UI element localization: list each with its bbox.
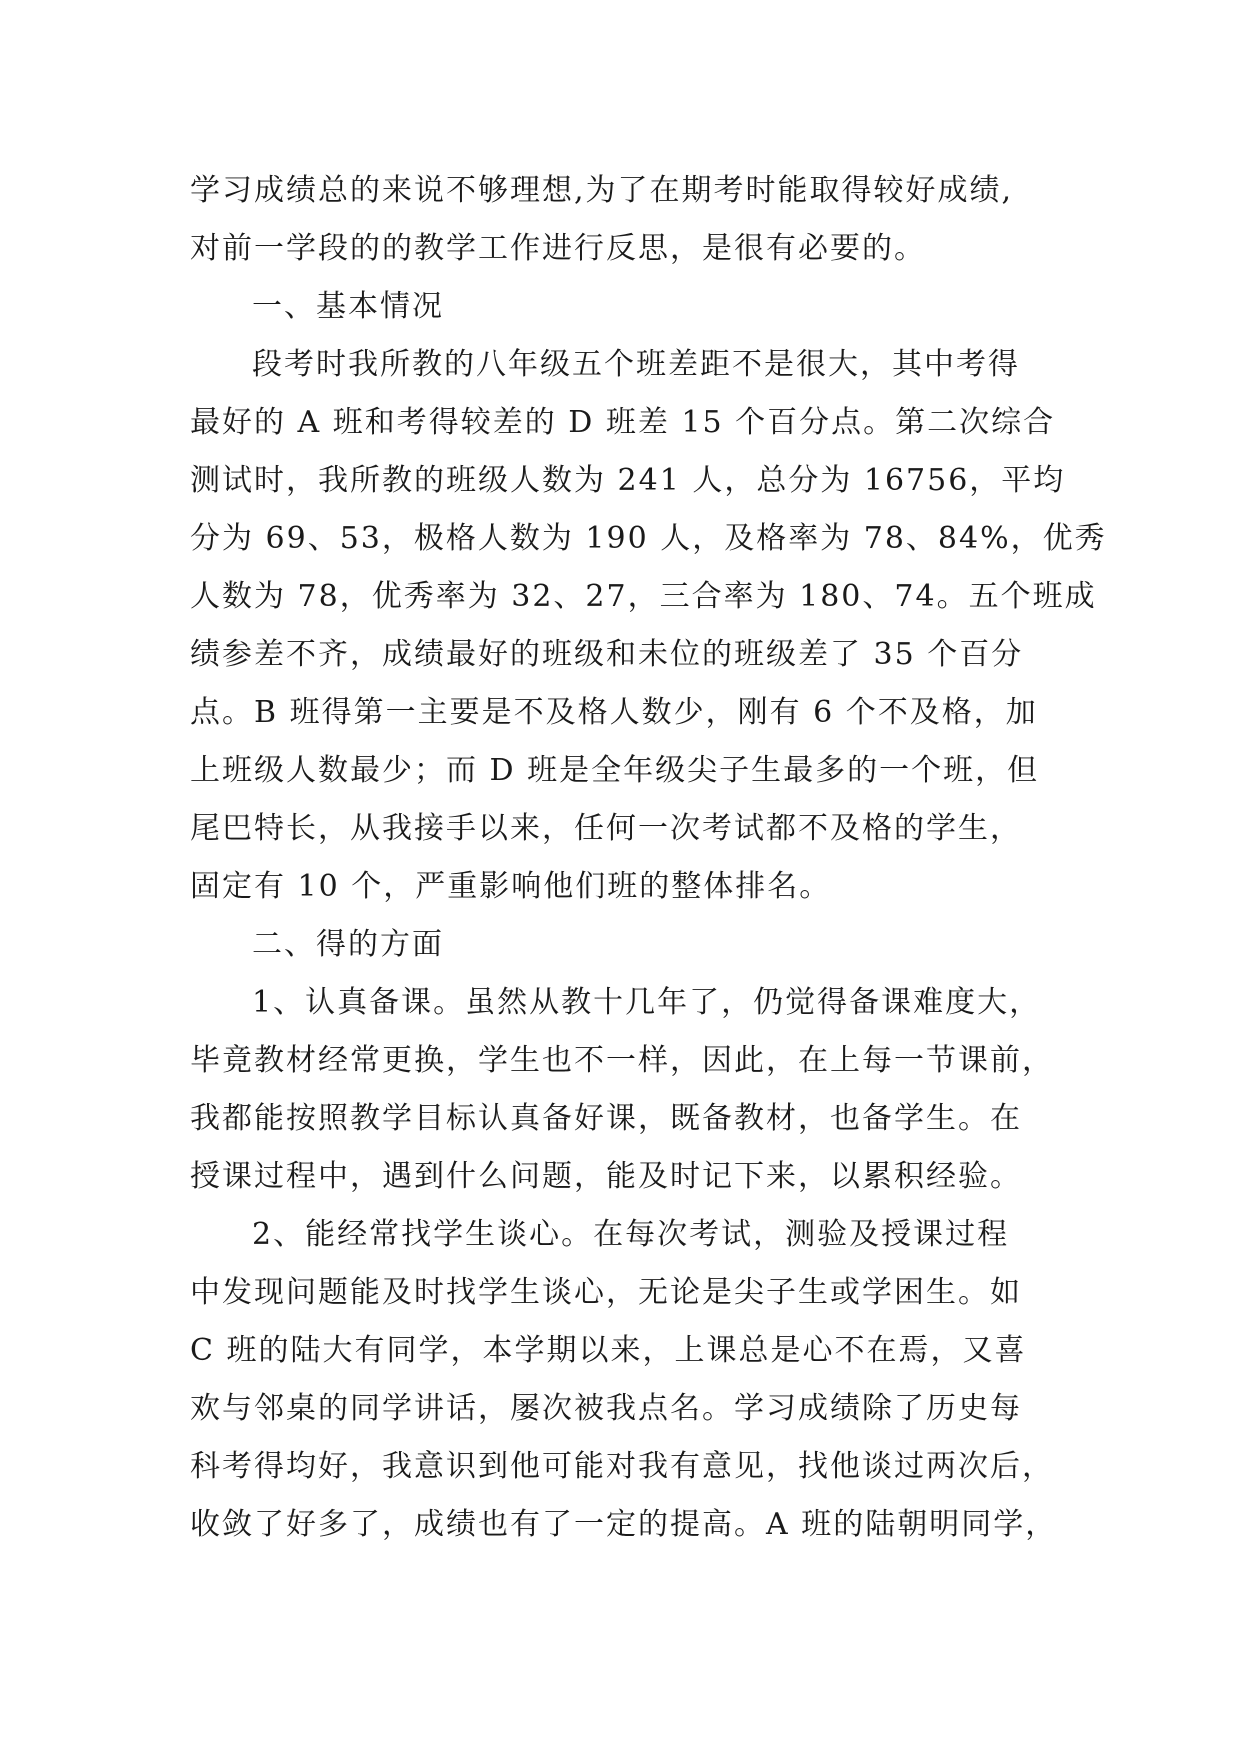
document-body	[190, 162, 1107, 1554]
paragraph-line: 绩参差不齐，成绩最好的班级和未位的班级差了 35 个百分	[190, 637, 1024, 672]
paragraph-line: 授课过程中，遇到什么问题，能及时记下来，以累积经验。	[190, 1159, 1022, 1194]
paragraph-line: 人数为 78，优秀率为 32、27，三合率为 180、74。五个班成	[190, 579, 1097, 614]
paragraph-line-indented: 二、得的方面	[252, 927, 444, 962]
document-page	[190, 162, 1107, 1554]
paragraph-line: 对前一学段的的教学工作进行反思，是很有必要的。	[190, 231, 926, 266]
paragraph-line: 中发现问题能及时找学生谈心，无论是尖子生或学困生。如	[190, 1275, 1022, 1310]
paragraph-line: 尾巴特长，从我接手以来，任何一次考试都不及格的学生，	[190, 811, 1022, 846]
paragraph-line: 最好的 A 班和考得较差的 D 班差 15 个百分点。第二次综合	[190, 405, 1056, 440]
paragraph-line: 学习成绩总的来说不够理想,为了在期考时能取得较好成绩,	[190, 173, 1014, 208]
paragraph-line: 分为 69、53，极格人数为 190 人，及格率为 78、84%，优秀	[190, 521, 1107, 556]
paragraph-line: 点。B 班得第一主要是不及格人数少，刚有 6 个不及格，加	[190, 695, 1038, 730]
paragraph-line: 我都能按照教学目标认真备好课，既备教材，也备学生。在	[190, 1101, 1022, 1136]
paragraph-line: 测试时，我所教的班级人数为 241 人，总分为 16756，平均	[190, 463, 1066, 498]
paragraph-line-indented: 一、基本情况	[252, 289, 444, 324]
paragraph-line: C 班的陆大有同学，本学期以来，上课总是心不在焉，又喜	[190, 1333, 1027, 1368]
paragraph-line: 欢与邻桌的同学讲话，屡次被我点名。学习成绩除了历史每	[190, 1391, 1022, 1426]
paragraph-line: 毕竟教材经常更换，学生也不一样，因此，在上每一节课前，	[190, 1043, 1054, 1078]
paragraph-line-indented: 段考时我所教的八年级五个班差距不是很大，其中考得	[252, 347, 1020, 382]
paragraph-line: 科考得均好，我意识到他可能对我有意见，找他谈过两次后，	[190, 1449, 1054, 1484]
paragraph-line: 固定有 10 个，严重影响他们班的整体排名。	[190, 869, 832, 904]
paragraph-line: 上班级人数最少；而 D 班是全年级尖子生最多的一个班，但	[190, 753, 1040, 788]
paragraph-line-indented: 1、认真备课。虽然从教十几年了，仍觉得备课难度大，	[252, 985, 1042, 1020]
paragraph-line: 收敛了好多了，成绩也有了一定的提高。A 班的陆朝明同学，	[190, 1507, 1058, 1542]
paragraph-line-indented: 2、能经常找学生谈心。在每次考试，测验及授课过程	[252, 1217, 1010, 1252]
